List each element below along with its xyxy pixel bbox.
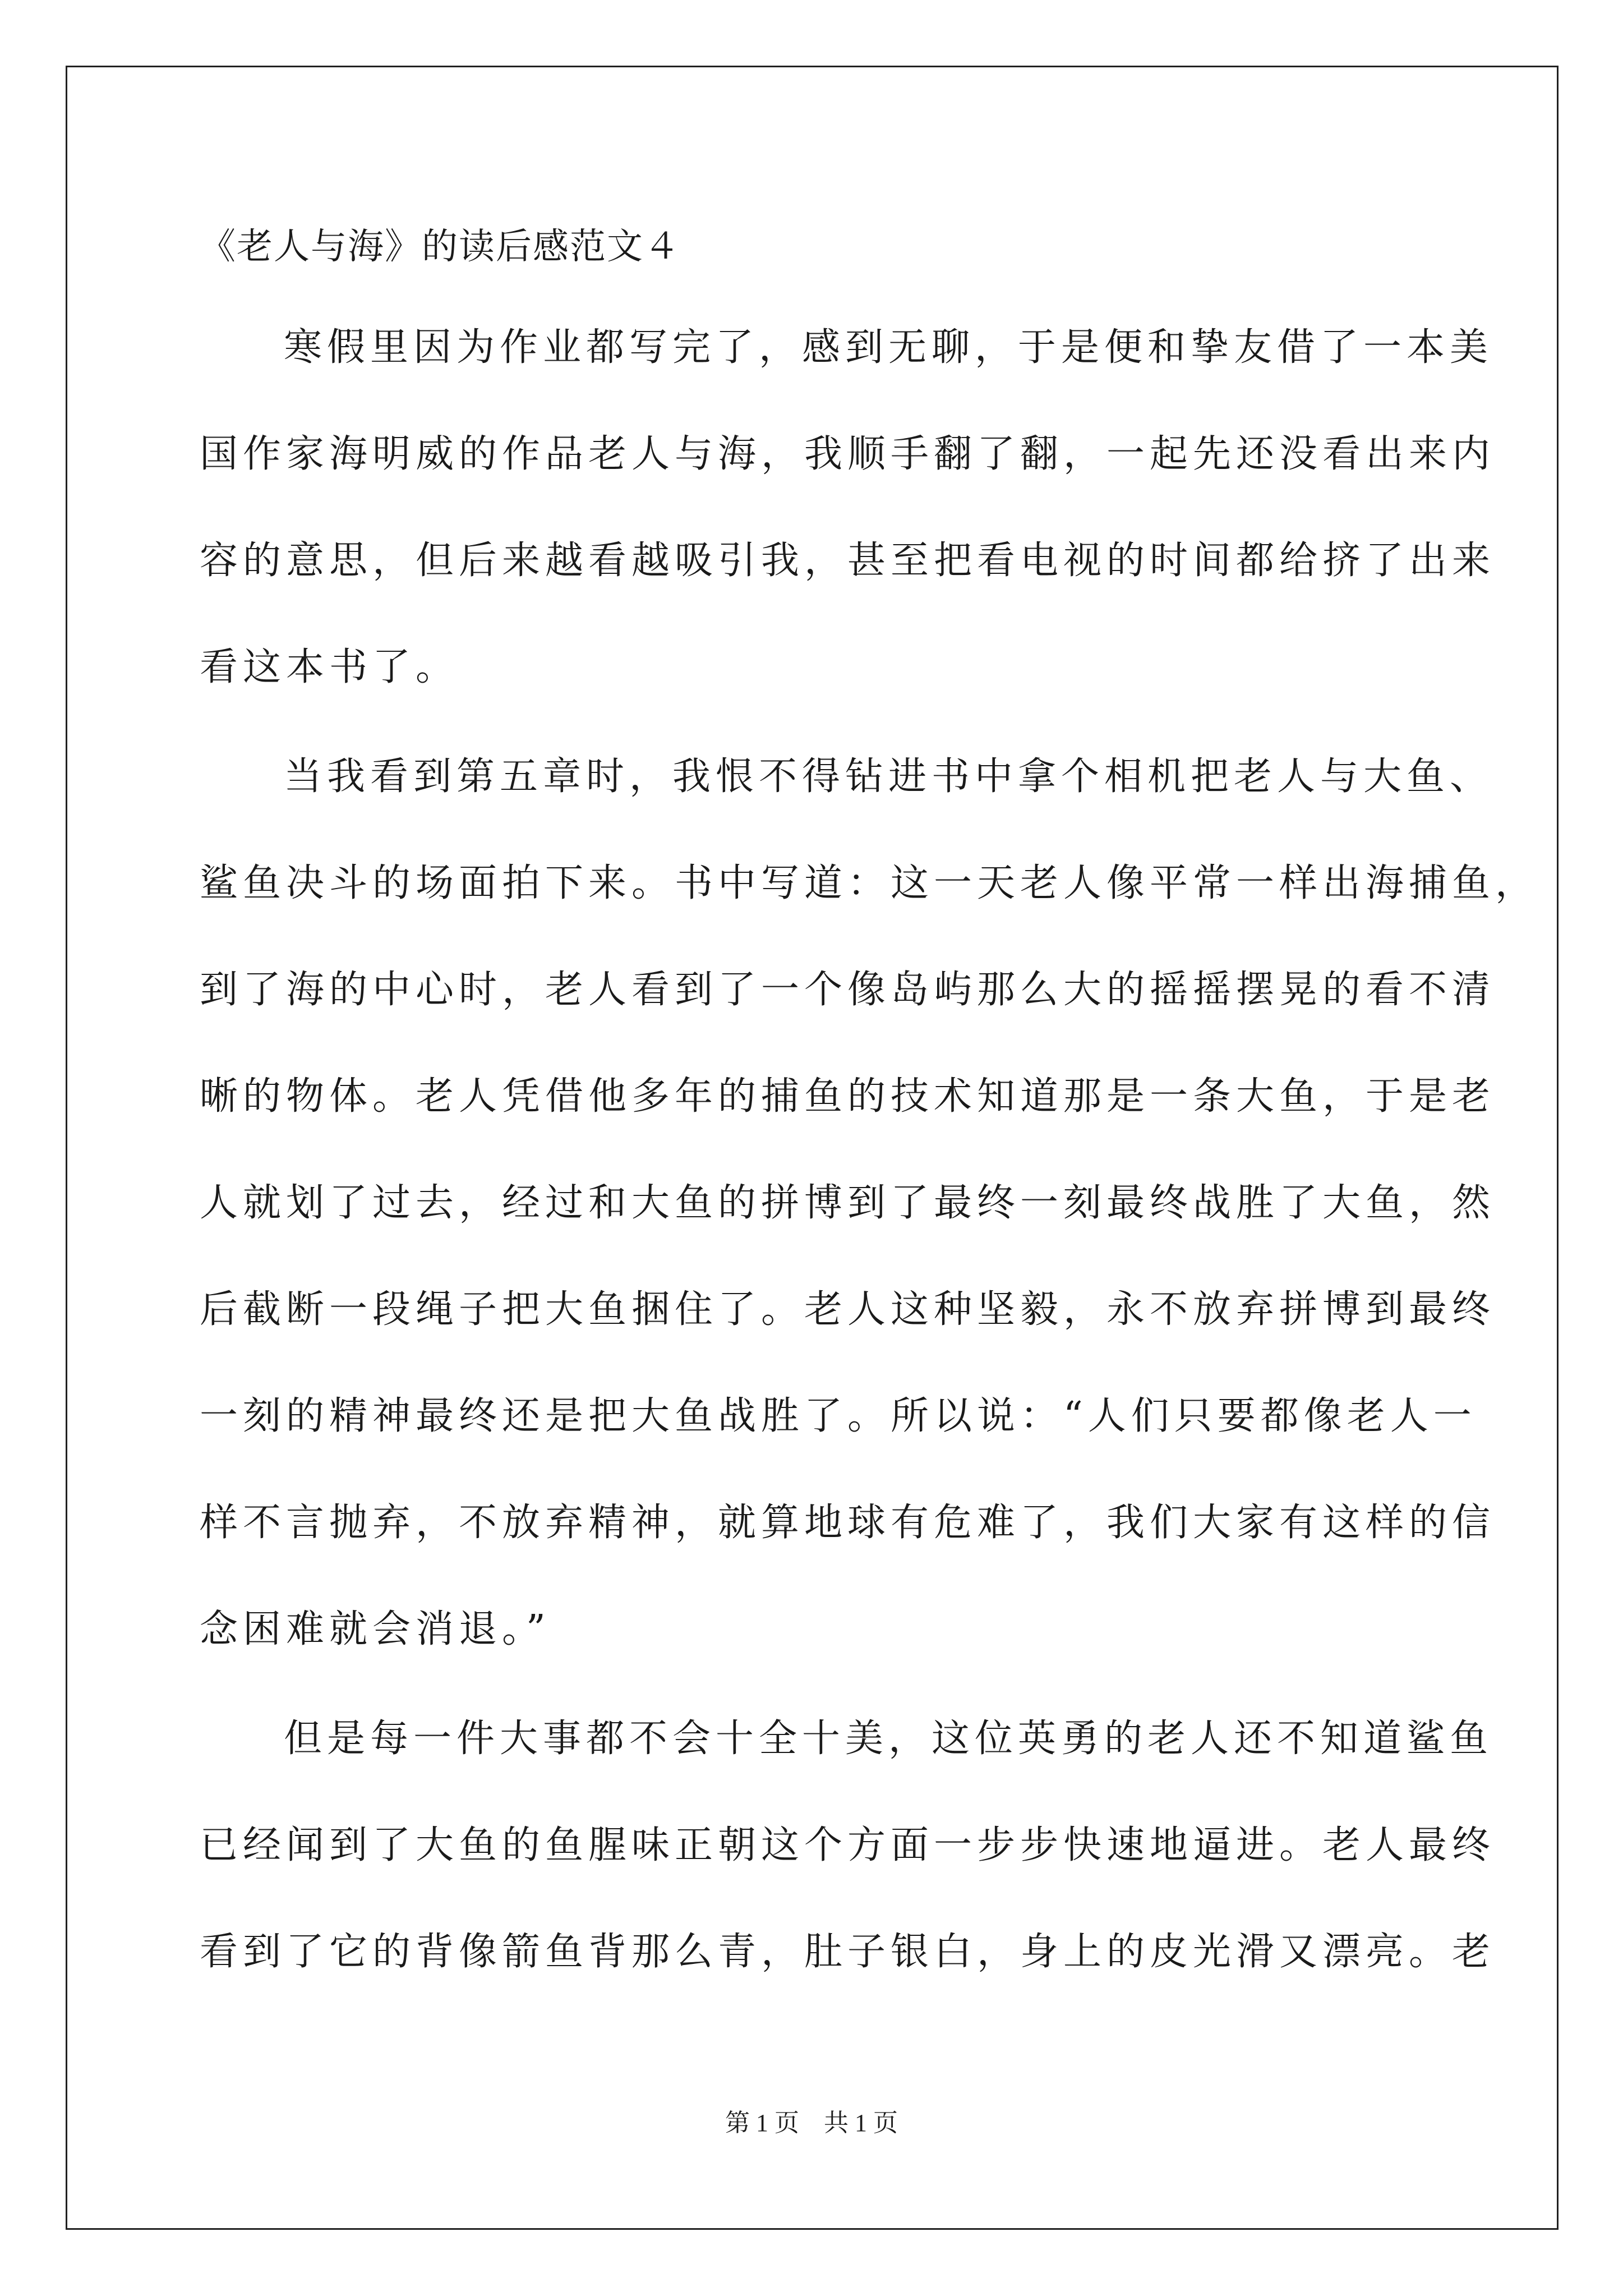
paragraph-line: 容的意思，但后来越看越吸引我，甚至把看电视的时间都给挤了出来	[200, 539, 1496, 583]
paragraph-line: 看到了它的背像箭鱼背那么青，肚子银白，身上的皮光滑又漂亮。老	[200, 1930, 1496, 1974]
paragraph-line: 看这本书了。	[200, 645, 459, 689]
paragraph-line: 人就划了过去，经过和大鱼的拼博到了最终一刻最终战胜了大鱼，然	[200, 1181, 1496, 1225]
paragraph-line: 样不言抛弃，不放弃精神，就算地球有危难了，我们大家有这样的信	[200, 1501, 1496, 1545]
paragraph-line: 当我看到第五章时，我恨不得钻进书中拿个相机把老人与大鱼、	[284, 754, 1493, 799]
paragraph-line: 到了海的中心时，老人看到了一个像岛屿那么大的摇摇摆晃的看不清	[200, 968, 1496, 1012]
document-title: 《老人与海》的读后感范文４	[200, 226, 681, 268]
paragraph-line: 念困难就会消退。”	[200, 1607, 551, 1651]
paragraph-line: 一刻的精神最终还是把大鱼战胜了。所以说：“人们只要都像老人一	[200, 1394, 1477, 1438]
paragraph-line: 鲨鱼决斗的场面拍下来。书中写道：这一天老人像平常一样出海捕鱼，	[200, 861, 1539, 905]
paragraph-line: 后截断一段绳子把大鱼捆住了。老人这种坚毅，永不放弃拼博到最终	[200, 1287, 1496, 1332]
paragraph-line: 寒假里因为作业都写完了，感到无聊，于是便和挚友借了一本美	[284, 325, 1493, 370]
page-footer: 第 1 页 共 1 页	[725, 2109, 898, 2137]
paragraph-line: 晰的物体。老人凭借他多年的捕鱼的技术知道那是一条大鱼，于是老	[200, 1074, 1496, 1119]
paragraph-line: 国作家海明威的作品老人与海，我顺手翻了翻，一起先还没看出来内	[200, 432, 1496, 476]
paragraph-line: 但是每一件大事都不会十全十美，这位英勇的老人还不知道鲨鱼	[284, 1717, 1493, 1761]
page-border	[66, 66, 1559, 2230]
paragraph-line: 已经闻到了大鱼的鱼腥味正朝这个方面一步步快速地逼进。老人最终	[200, 1823, 1496, 1867]
